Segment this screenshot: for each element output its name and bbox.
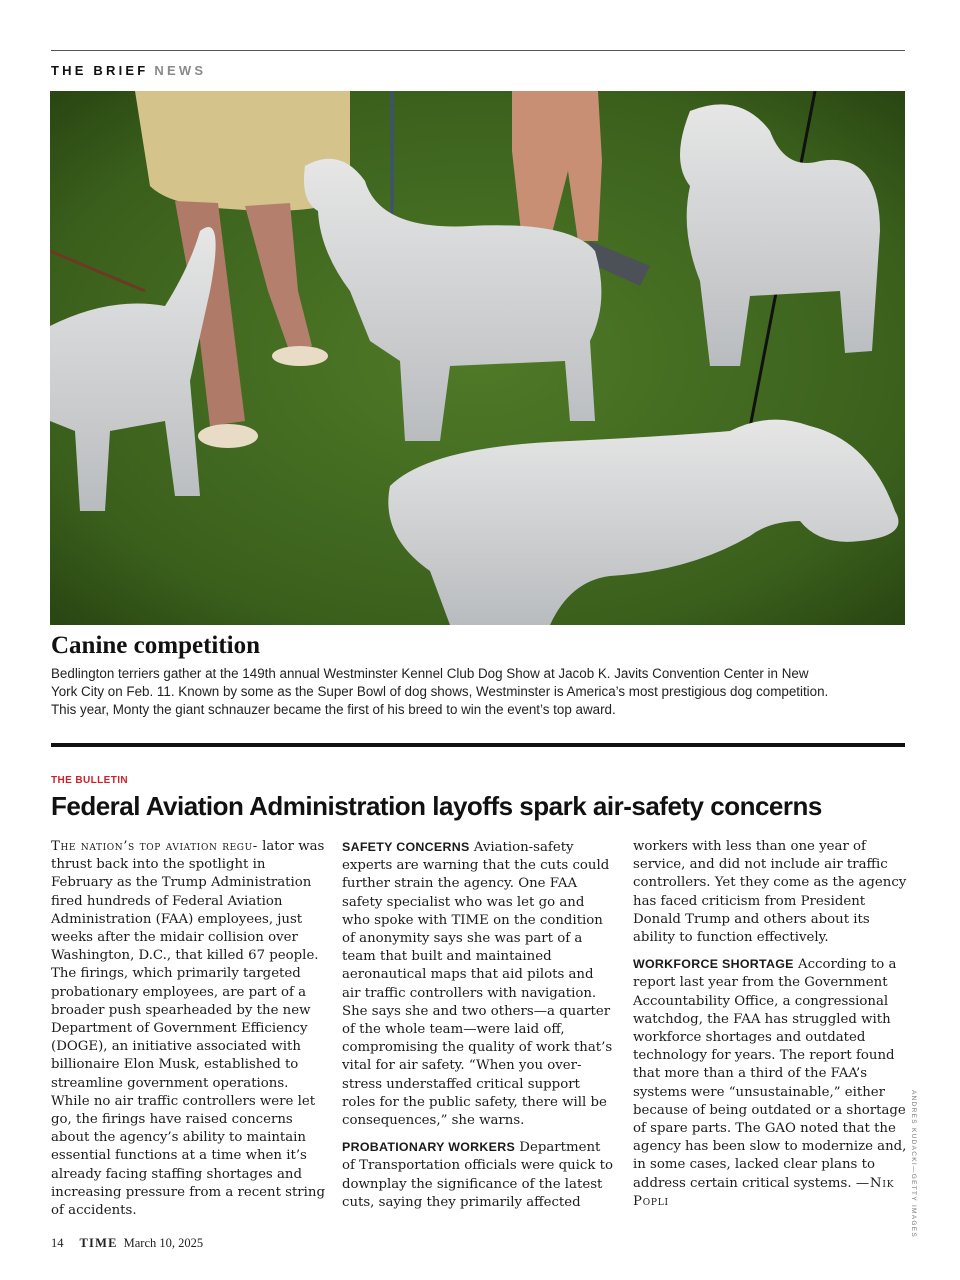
subsection-name: NEWS (154, 63, 207, 78)
run-in-heading-safety: SAFETY CONCERNS (342, 840, 470, 854)
issue-date: March 10, 2025 (123, 1236, 204, 1250)
paragraph-4-text: According to a report last year from the Government Accountability Office, a congressional watchdog, the FAA has struggled with workforce shortages and outdated technology for years. The report found that more than a third of the FAA’s systems were “unsustainable,” either because of being outdated or a shortage of spare parts. The GAO noted that the agency has been slow to modernize and, in some cases, lacked clear plans to address certain critical systems. (633, 957, 907, 1191)
photo-credit: ANDRES KUDACKI—GETTY IMAGES (910, 1090, 917, 1239)
article-headline: Federal Aviation Administration layoffs spark air-safety concerns (51, 791, 822, 821)
article-column-3 (633, 838, 907, 1211)
paragraph-2-text: Aviation-safety experts are warning that the cuts could further strain the agency. One FAA safety specialist who was let go and who spoke with TIME on the condition of anonymity says she was part of a team that built and maintained aeronautical maps that aid pilots and air traffic controllers with navigation. She says she and two others—a quarter of the whole team—were laid off, compromising the quality of work that’s vital for air safety. “When you over-stress understaffed critical support roles for the public safety, there will be consequences,” she warns. (342, 840, 613, 1129)
section-divider (51, 743, 905, 747)
section-name: THE BRIEF (51, 63, 149, 78)
dog-show-photo (50, 91, 905, 625)
caption-body: Bedlington terriers gather at the 149th annual Westminster Kennel Club Dog Show at Jacob K. Javits Convention Center in New York City on Feb. 11. Known by some as the Super Bowl of dog shows, Westminster is America’s most prestigious dog competition. This year, Monty the giant schnauzer became the first of his breed to win the event’s top award. (51, 666, 829, 717)
article-paragraph-3 (342, 1138, 616, 1212)
byline: —Nik Popli (633, 1175, 895, 1209)
run-in-heading-workforce: WORKFORCE SHORTAGE (633, 957, 794, 972)
page-number: 14 (51, 1236, 64, 1250)
lead-in: The nation’s top aviation regu- (51, 839, 258, 854)
article-paragraph-4 (633, 955, 907, 1211)
article-column-2 (342, 838, 616, 1212)
article-paragraph-3-continued: workers with less than one year of service, and did not include air traffic controllers. Yet they come as the agency has faced criticism from President Donald Trump and others about its ability to function effectively. (633, 839, 907, 946)
magazine-name: TIME (79, 1236, 118, 1250)
article-column-1 (51, 838, 325, 1220)
section-label (51, 63, 206, 78)
paragraph-1-text: lator was thrust back into the spotlight in February as the Trump Administration fired hundreds of Federal Aviation Administration (FAA) employees, just weeks after the midair collision over Washington, D.C., that killed 67 people. The firings, which primarily targeted probationary employees, are part of a broader push spearheaded by the new Department of Government Efficiency (DOGE), an initiative associated with billionaire Elon Musk, established to streamline government operations. While no air traffic controllers were let go, the firings have raised concerns about the agency’s ability to maintain essential functions at a time when it’s already facing staffing shortages and increasing pressure from a recent string of accidents. (51, 839, 325, 1219)
page-footer (51, 1236, 203, 1251)
top-rule (51, 50, 905, 51)
caption-title: Canine competition (51, 632, 261, 659)
run-in-heading-probationary: PROBATIONARY WORKERS (342, 1140, 516, 1155)
article-paragraph-2 (342, 838, 616, 1130)
article-paragraph-1 (51, 838, 325, 1220)
paragraph-3-text: Department of Transportation officials were quick to downplay the significance of the latest cuts, saying they primarily affected (342, 1140, 613, 1210)
article-kicker: THE BULLETIN (51, 775, 129, 786)
